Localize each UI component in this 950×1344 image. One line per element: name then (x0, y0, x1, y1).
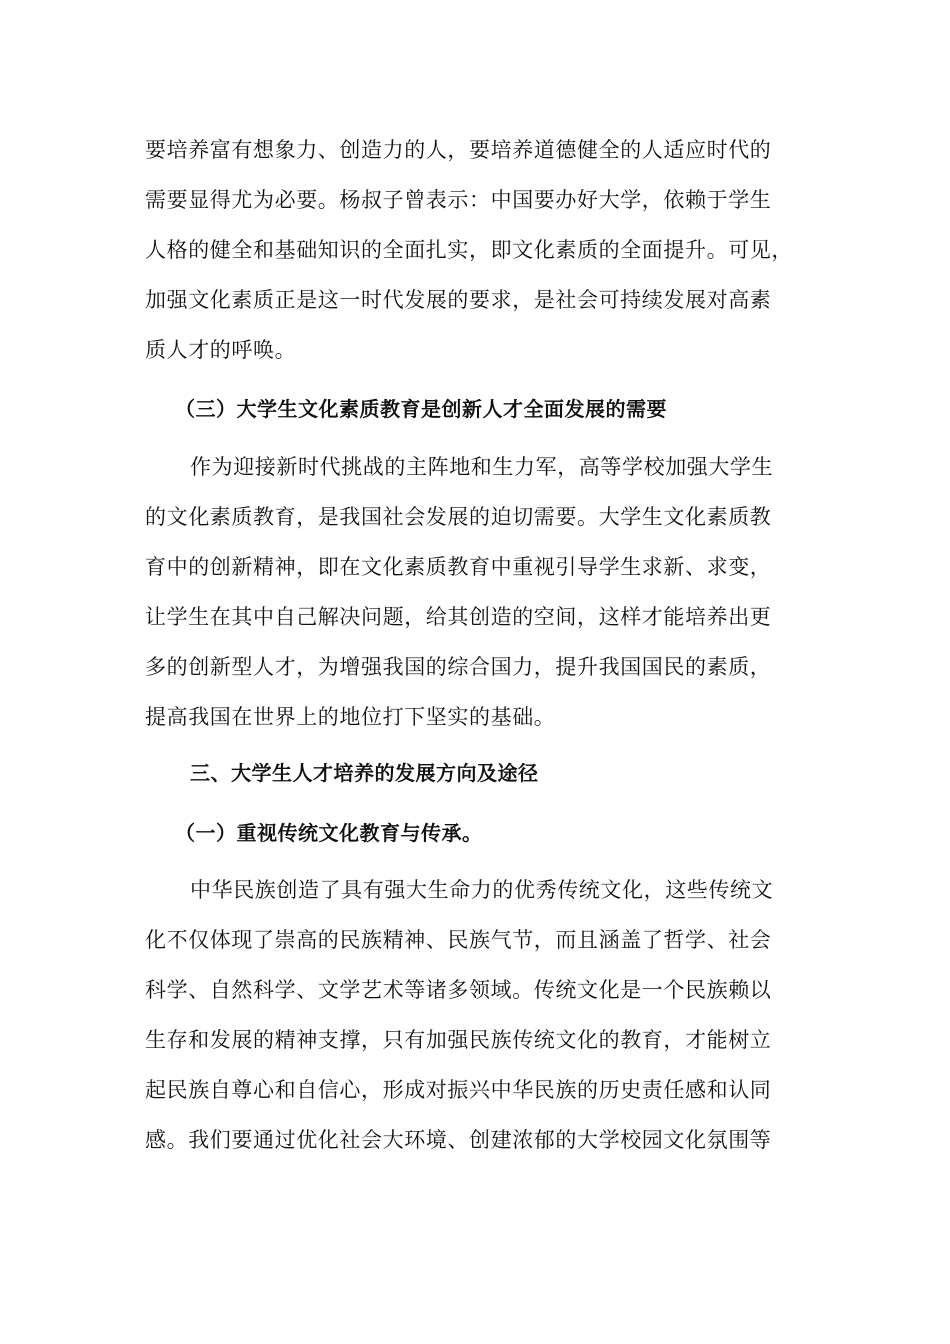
paragraph-2-line-6: 提高我国在世界上的地位打下坚实的基础。 (145, 705, 556, 729)
paragraph-1-line-4: 加强文化素质正是这一时代发展的要求，是社会可持续发展对高素 (145, 288, 772, 312)
paragraph-2-line-1: 作为迎接新时代挑战的主阵地和生力军，高等学校加强大学生 (190, 455, 774, 479)
paragraph-3-line-6: 感。我们要通过优化社会大环境、创建浓郁的大学校园文化氛围等 (145, 1128, 772, 1152)
paragraph-1-line-5: 质人才的呼唤。 (145, 338, 297, 362)
subsection-heading-1: （一）重视传统文化教育与传承。 (175, 821, 483, 845)
paragraph-2-line-2: 的文化素质教育，是我国社会发展的迫切需要。大学生文化素质教 (145, 505, 772, 529)
paragraph-3-line-5: 起民族自尊心和自信心，形成对振兴中华民族的历史责任感和认同 (145, 1078, 772, 1102)
paragraph-2-line-4: 让学生在其中自己解决问题，给其创造的空间，这样才能培养出更 (145, 605, 772, 629)
paragraph-3-line-2: 化不仅体现了崇高的民族精神、民族气节，而且涵盖了哲学、社会 (145, 928, 772, 952)
paragraph-3-line-1: 中华民族创造了具有强大生命力的优秀传统文化，这些传统文 (190, 878, 774, 902)
paragraph-3-line-3: 科学、自然科学、文学艺术等诸多领域。传统文化是一个民族赖以 (145, 978, 772, 1002)
paragraph-2-line-5: 多的创新型人才，为增强我国的综合国力，提升我国国民的素质， (145, 655, 772, 679)
paragraph-1-line-1: 要培养富有想象力、创造力的人，要培养道德健全的人适应时代的 (145, 138, 772, 162)
paragraph-1-line-2: 需要显得尤为必要。杨叔子曾表示：中国要办好大学，依赖于学生 (145, 188, 772, 212)
subsection-heading-3: （三）大学生文化素质教育是创新人才全面发展的需要 (175, 397, 667, 421)
paragraph-2-line-3: 育中的创新精神，即在文化素质教育中重视引导学生求新、求变， (145, 555, 772, 579)
section-3-heading: 三、大学生人才培养的发展方向及途径 (190, 761, 539, 785)
paragraph-1-line-3: 人格的健全和基础知识的全面扎实，即文化素质的全面提升。可见， (145, 238, 793, 262)
paragraph-3-line-4: 生存和发展的精神支撑，只有加强民族传统文化的教育，才能树立 (145, 1028, 772, 1052)
